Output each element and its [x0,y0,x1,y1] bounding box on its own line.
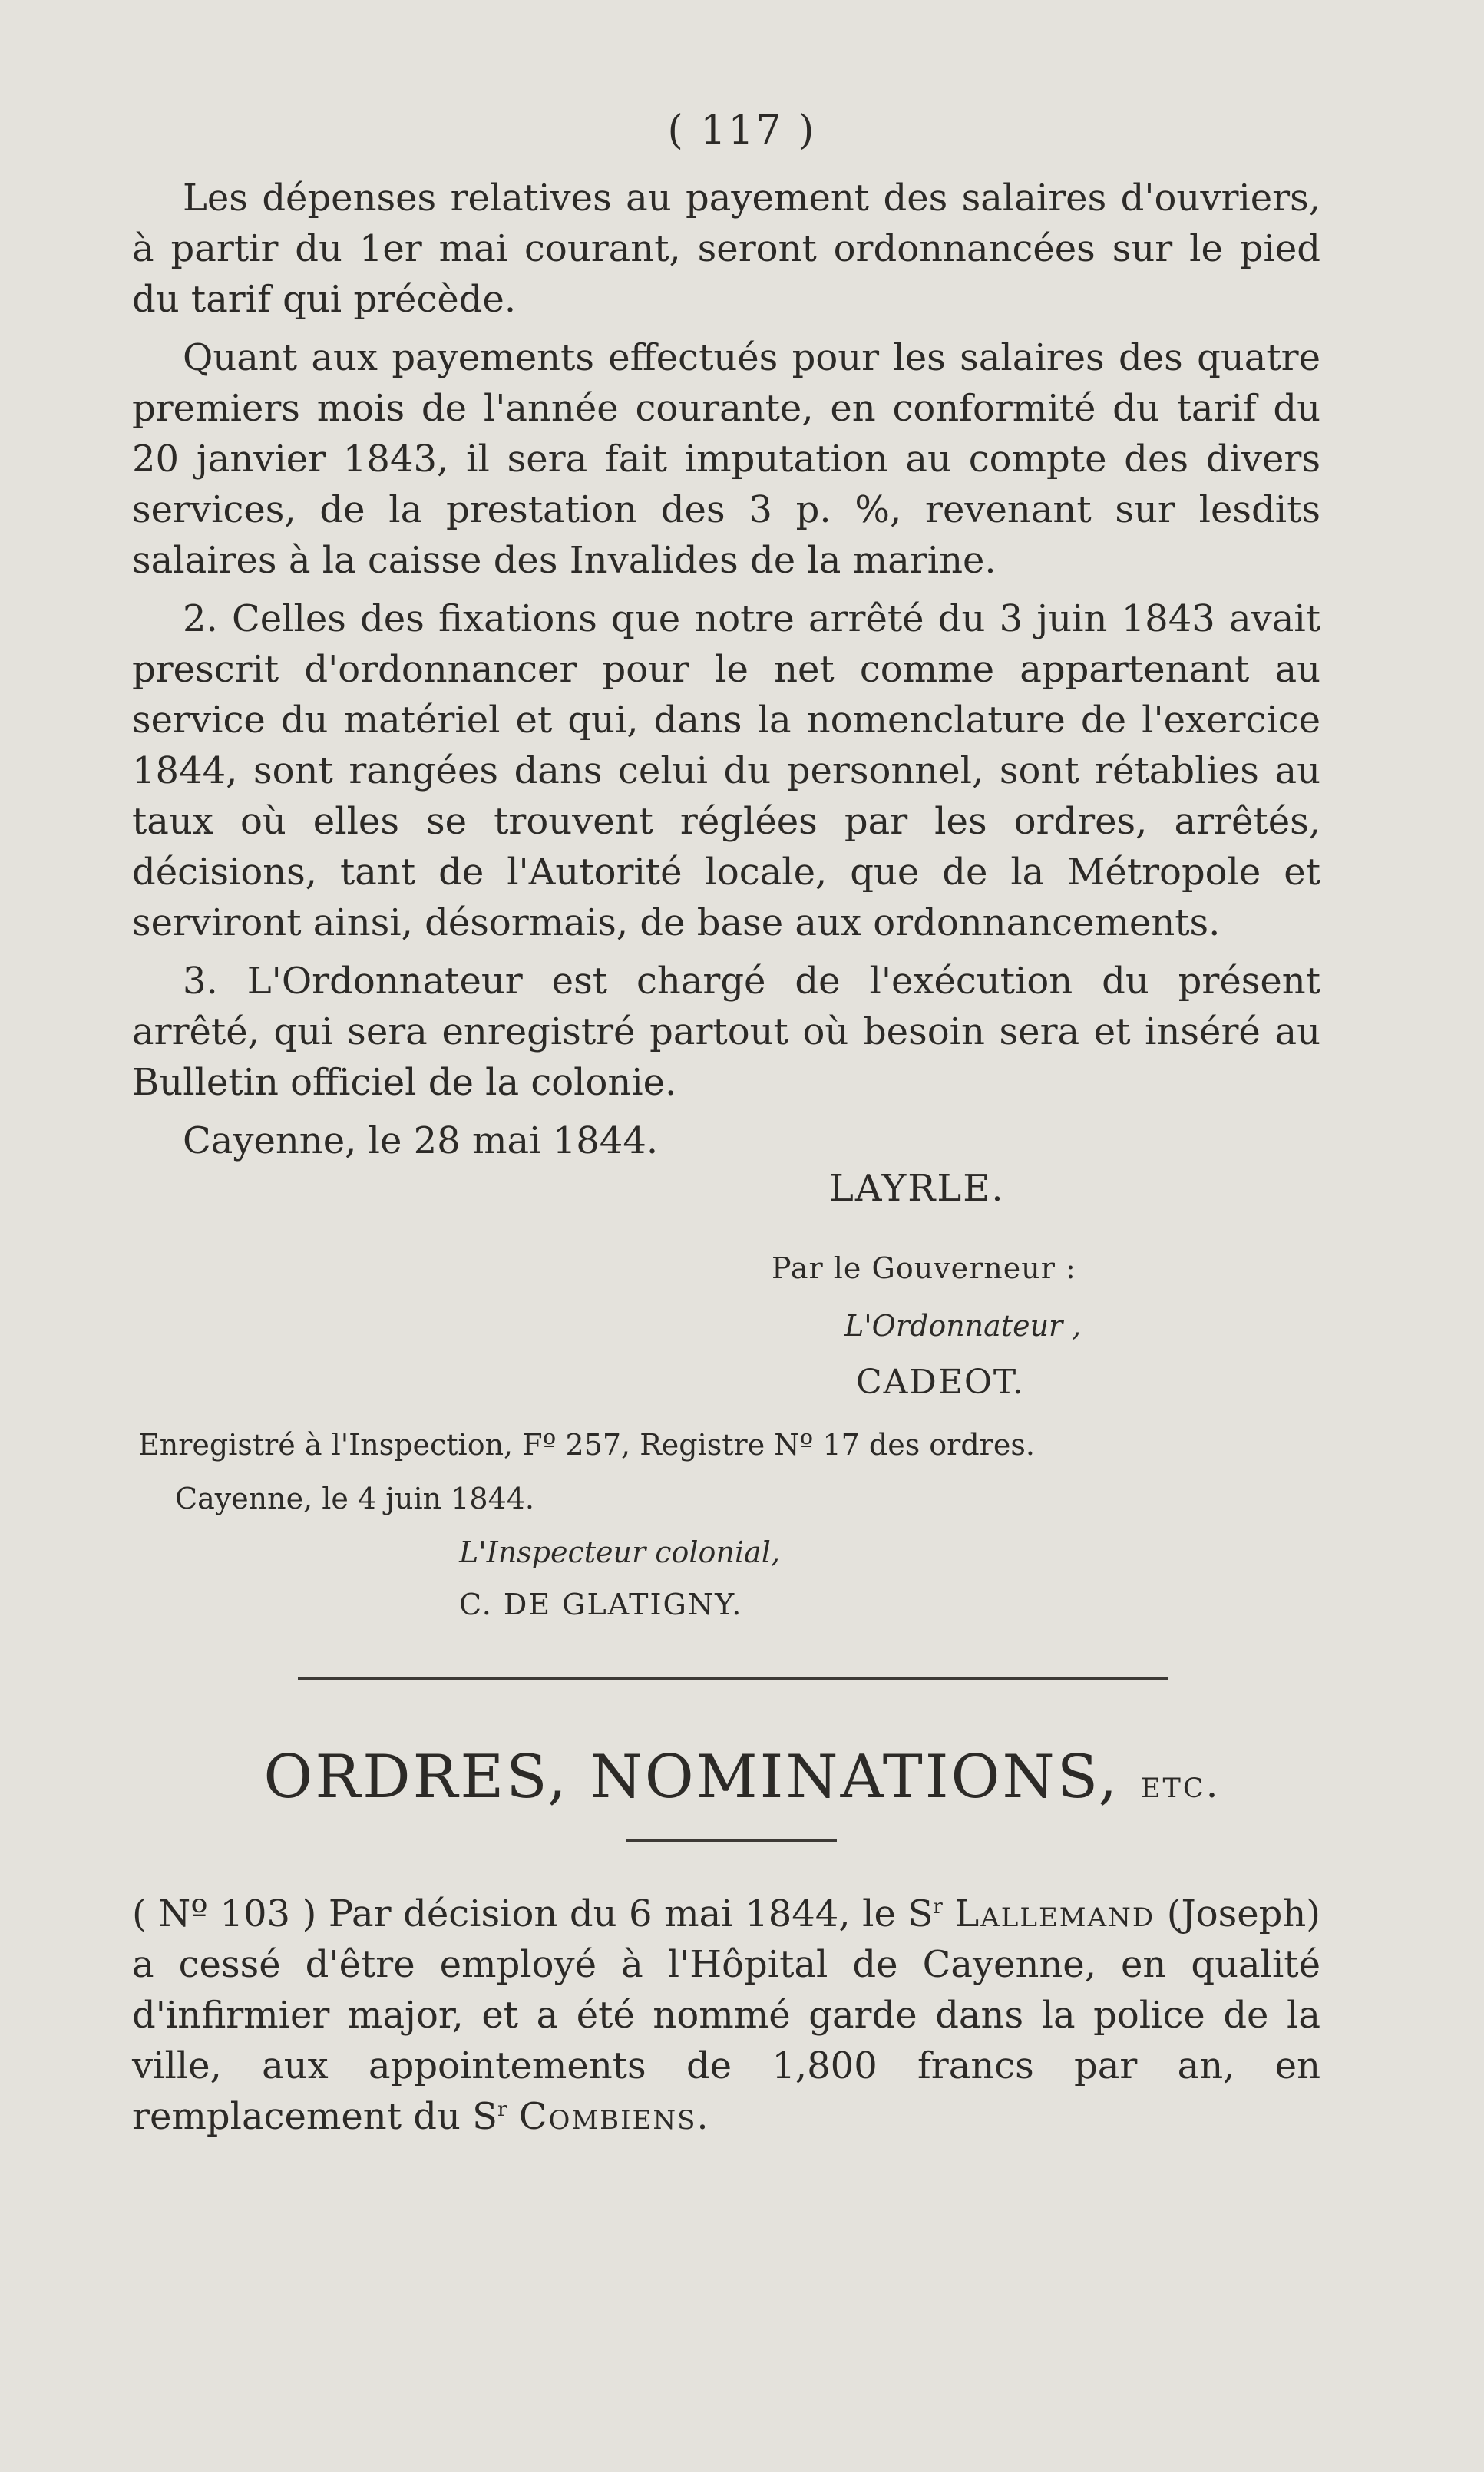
person-name-combiens: Combiens [518,2095,697,2138]
section-heading [0,1743,1484,1812]
article-2: 2. Celles des fixations que notre arrêté du 3 juin 1843 avait prescrit d'ordonnancer pour le net comme appartenant au service du matériel et qui, dans la nomenclature de l'exercice 1844, sont rangées dans celui du personnel, sont rétablies au taux où elles se trouvent réglées par les ordres, arrêtés, décisions, tant de l'Autorité locale, que de la Métropole et serviront ainsi, désormais, de base aux ordonnancements. [132,597,1320,944]
entry-number: ( Nº 103 ) [132,1892,317,1935]
entry-103 [132,1889,1320,2142]
entry-text-a: Par décision du 6 mai 1844, le S [328,1892,934,1935]
governor-signature: LAYRLE. [829,1167,1005,1210]
article-3: 3. L'Ordonnateur est chargé de l'exécution du présent arrêté, qui sera enregistré partout où besoin sera et inséré au Bulletin officiel de la colonie. [132,960,1320,1104]
decree-body [132,173,1320,1166]
entry-sup-b: r [497,2098,507,2121]
ordonnateur-title: L'Ordonnateur , [844,1309,1082,1343]
inspecteur-name: C. DE GLATIGNY. [459,1588,743,1621]
entry-text-b: (Joseph) a cessé d'être employé à l'Hôpital de Cayenne, en qualité d'infirmier major, et a été nommé garde dans la police de la ville, aux appointements de 1,800 francs par an, en remplacement du S [132,1892,1320,2138]
section-heading-etc: etc. [1141,1762,1221,1806]
registration-note: Enregistré à l'Inspection, Fº 257, Registre Nº 17 des ordres. [138,1428,1035,1462]
page-number: ( 117 ) [667,107,817,154]
decree-date: Cayenne, le 28 mai 1844. [183,1119,659,1162]
entry-sup-a: r [933,1895,943,1918]
paragraph-1: Les dépenses relatives au payement des salaires d'ouvriers, à partir du 1er mai courant, seront ordonnancées sur le pied du tarif qui précède. [132,177,1320,321]
section-divider [298,1677,1168,1680]
par-le-gouverneur: Par le Gouverneur : [772,1251,1076,1285]
nomination-entry [132,1889,1320,2150]
ordonnateur-name: CADEOT. [856,1363,1025,1402]
entry-end: . [696,2095,709,2138]
section-heading-text: ORDRES, NOMINATIONS, [263,1743,1120,1812]
heading-underline [626,1839,837,1842]
paragraph-2: Quant aux payements effectués pour les salaires des quatre premiers mois de l'année courante, en conformité du tarif du 20 janvier 1843, il sera fait imputation au compte des divers services, de la prestation des 3 p. %, revenant sur lesdits salaires à la caisse des Invalides de la marine. [132,336,1320,582]
person-name-lallemand: Lallemand [954,1892,1155,1935]
inspecteur-title: L'Inspecteur colonial, [459,1535,780,1569]
registration-date: Cayenne, le 4 juin 1844. [175,1482,535,1515]
